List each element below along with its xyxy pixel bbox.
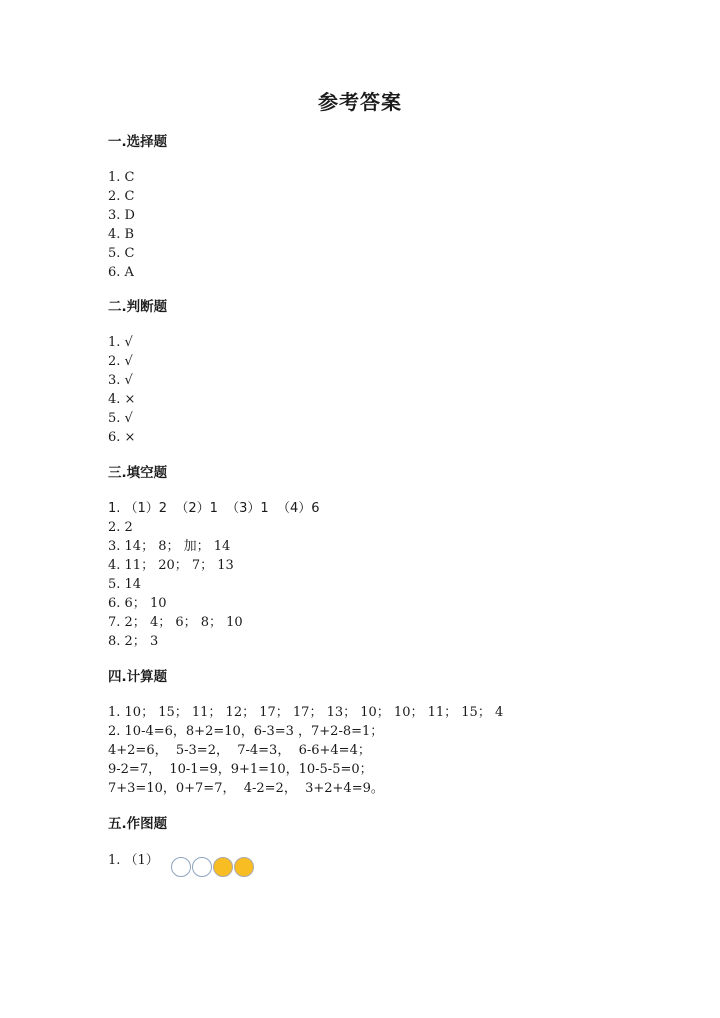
- section-heading-calculation: 四.计算题: [108, 669, 168, 685]
- answer-line: 1. 10； 15； 11； 12； 17； 17； 13； 10； 10； 11； 15； 4: [108, 705, 504, 720]
- answer-line: 5. 14: [108, 577, 142, 592]
- answer-line: 4. 11； 20； 7； 13: [108, 558, 234, 573]
- answer-line: 6. 6； 10: [108, 596, 167, 611]
- section-heading-drawing: 五.作图题: [108, 816, 168, 832]
- circle-drawing: [171, 857, 254, 879]
- answer-line: 4+2=6， 5-3=2， 7-4=3， 6-6+4=4；: [108, 743, 371, 758]
- page-title: 参考答案: [318, 90, 402, 114]
- answer-line: 6. ×: [108, 430, 136, 445]
- answer-line: 3. D: [108, 208, 135, 223]
- answer-line: 3. 14； 8； 加； 14: [108, 539, 231, 554]
- answer-line: 5. C: [108, 246, 135, 261]
- answer-line: 1. （1）: [108, 853, 159, 868]
- answer-line: 2. 10-4=6，8+2=10，6-3=3 ，7+2-8=1；: [108, 724, 384, 739]
- answer-line: 7+3=10，0+7=7， 4-2=2， 3+2+4=9。: [108, 781, 384, 796]
- answer-line: 1. √: [108, 335, 133, 350]
- answer-line: 4. ×: [108, 392, 136, 407]
- empty-circle: [192, 857, 212, 877]
- answer-line: 1. （1）2 （2）1 （3）1 （4）6: [108, 501, 320, 516]
- filled-circle: [213, 857, 233, 877]
- section-heading-judgment: 二.判断题: [108, 299, 168, 315]
- answer-line: 2. √: [108, 354, 133, 369]
- section-heading-choice: 一.选择题: [108, 134, 168, 150]
- section-heading-fill-in: 三.填空题: [108, 465, 168, 481]
- answer-line: 3. √: [108, 373, 133, 388]
- answer-line: 2. 2: [108, 520, 133, 535]
- answer-line: 5. √: [108, 411, 133, 426]
- answer-line: 8. 2； 3: [108, 634, 159, 649]
- answer-line: 7. 2； 4； 6； 8； 10: [108, 615, 243, 630]
- answer-line: 1. C: [108, 170, 135, 185]
- answer-line: 2. C: [108, 189, 135, 204]
- answer-line: 4. B: [108, 227, 135, 242]
- empty-circle: [171, 857, 191, 877]
- answer-line: 6. A: [108, 265, 134, 280]
- filled-circle: [234, 857, 254, 877]
- answer-line: 9-2=7， 10-1=9，9+1=10，10-5-5=0；: [108, 762, 373, 777]
